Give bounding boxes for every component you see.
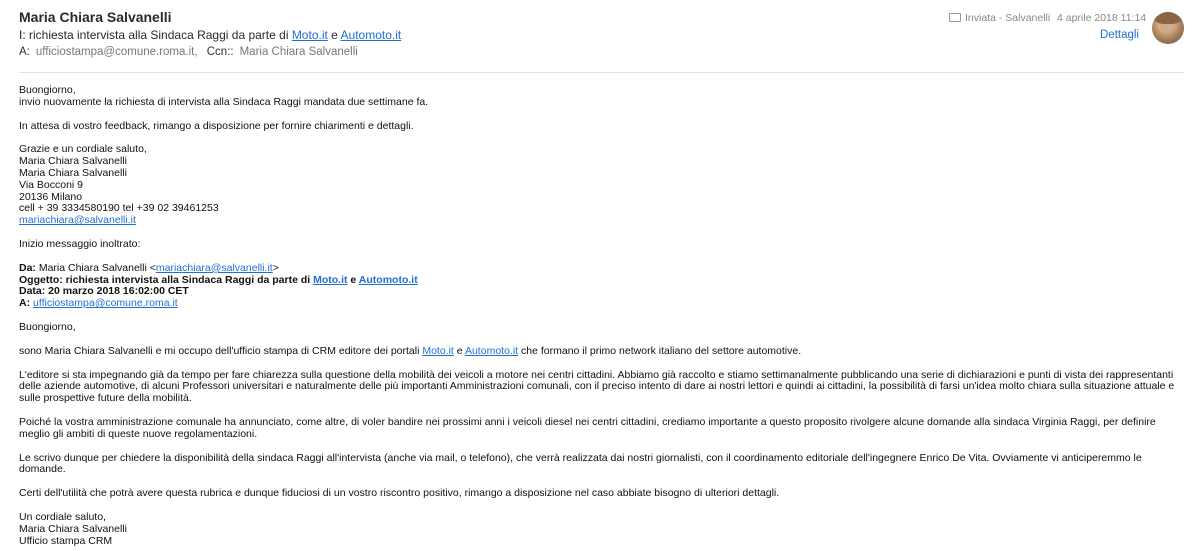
recipients-line — [19, 46, 358, 58]
forward-from-email-link[interactable]: mariachiara@salvanelli.it — [155, 261, 273, 274]
to-label: A: — [19, 46, 30, 58]
forward-subject-label: Oggetto: — [19, 273, 63, 286]
closing-line: Maria Chiara Salvanelli — [19, 522, 127, 535]
closing-line: Un cordiale saluto, — [19, 510, 106, 523]
subject-and: e — [327, 28, 341, 42]
forward-subject-link-automoto[interactable]: Automoto.it — [358, 273, 418, 286]
signature-email-link[interactable]: mariachiara@salvanelli.it — [19, 214, 136, 227]
subject-link-automoto[interactable]: Automoto.it — [340, 28, 402, 42]
sender-avatar — [1152, 12, 1184, 44]
paragraph-3: Poiché la vostra amministrazione comunale ha annunciato, come altre, di voler bandire nei prossimi anni i veicoli diesel nei centri cittadini, crediamo importante a questo proposito rivolgere alcune domande alla sindaca Virginia Raggi, per definire meglio gli ambiti di queste nuove regolamentazioni. — [19, 415, 1156, 440]
forward-subject — [19, 275, 1179, 287]
greeting-2: Buongiorno, — [19, 320, 76, 333]
paragraph-4: Le scrivo dunque per chiedere la disponibilità della sindaca Raggi all'intervista (anche via mail, o telefono), che verrà realizzata dai nostri giornalisti, con il coordinamento editoriale dell'ingegnere Enrico De Vita. Ovviamente vi anticiperemmo le domande. — [19, 451, 1142, 476]
signature-line: 20136 Milano — [19, 190, 83, 203]
sender-name: Maria Chiara Salvanelli — [19, 9, 172, 25]
forward-intro: Inizio messaggio inoltrato: — [19, 237, 141, 250]
to-recipient[interactable]: ufficiostampa@comune.roma.it, — [35, 46, 198, 58]
signature-line: Via Bocconi 9 — [19, 178, 84, 191]
forward-subject-link-moto[interactable]: Moto.it — [313, 273, 348, 286]
forward-subject-text: richiesta intervista alla Sindaca Raggi da parte di — [62, 273, 314, 286]
paragraph-1-link-moto[interactable]: Moto.it — [422, 344, 454, 357]
paragraph-1-end: che formano il primo network italiano del settore automotive. — [518, 344, 802, 357]
signature-line: Grazie e un cordiale saluto, — [19, 143, 147, 156]
body-line-1: invio nuovamente la richiesta di intervista alla Sindaca Raggi mandata due settimane fa. — [19, 95, 429, 108]
forward-to — [19, 298, 1179, 310]
forward-from-label: Da: — [19, 261, 36, 274]
forward-date-label: Data: — [19, 285, 46, 298]
greeting: Buongiorno, — [19, 84, 76, 96]
paragraph-1-text: sono Maria Chiara Salvanelli e mi occupo dell'ufficio stampa di CRM editore dei portali — [19, 344, 423, 357]
paragraph-5: Certi dell'utilità che potrà avere questa rubrica e dunque fiduciosi di un vostro riscontro positivo, rimango a disposizione nel caso abbiate bisogno di ulteriori dettagli. — [19, 487, 780, 500]
details-link[interactable]: Dettagli — [1100, 29, 1139, 41]
forward-date-value: 20 marzo 2018 16:02:00 CET — [45, 285, 189, 298]
subject-text: I: richiesta intervista alla Sindaca Raggi da parte di — [19, 28, 292, 42]
subject-line — [19, 28, 401, 42]
folder-icon — [949, 13, 961, 22]
mailbox-indicator[interactable] — [949, 12, 1050, 24]
forward-to-email-link[interactable]: ufficiostampa@comune.roma.it — [33, 297, 178, 310]
forward-date — [19, 286, 1179, 298]
mailbox-label: Inviata - Salvanelli — [965, 12, 1051, 24]
bcc-recipient[interactable]: Maria Chiara Salvanelli — [239, 46, 358, 58]
forward-from-name: Maria Chiara Salvanelli < — [35, 261, 156, 274]
body-line-2: In attesa di vostro feedback, rimango a disposizione per fornire chiarimenti e dettagli. — [19, 119, 414, 132]
signature-line: Maria Chiara Salvanelli — [19, 166, 127, 179]
paragraph-1-and: e — [453, 344, 465, 357]
bcc-label: Ccn:: — [206, 46, 234, 58]
paragraph-1 — [19, 346, 1179, 358]
subject-link-moto[interactable]: Moto.it — [291, 28, 328, 42]
forward-subject-and: e — [347, 273, 359, 286]
closing-line: Ufficio stampa CRM — [19, 534, 113, 547]
paragraph-1-link-automoto[interactable]: Automoto.it — [464, 344, 519, 357]
avatar-hair — [1154, 12, 1182, 24]
forward-to-label: A: — [19, 297, 31, 310]
header-divider — [19, 72, 1184, 73]
signature-line: cell + 39 3334580190 tel +39 02 39461253 — [19, 202, 219, 215]
signature-line: Maria Chiara Salvanelli — [19, 155, 127, 168]
message-body — [19, 85, 1179, 547]
message-date: 4 aprile 2018 11:14 — [1057, 12, 1147, 24]
forward-from-close: > — [272, 261, 279, 274]
paragraph-2: L'editore si sta impegnando già da tempo per fare chiarezza sulla questione della mobilità dei veicoli a motore nei centri cittadini. Abbiamo già raccolto e stiamo settimanalmente pubblicando una serie di dichiarazioni e punti di vista dei rappresentanti delle aziende automotive, di alcuni Professori universitari e naturalmente delle più importanti Amministrazioni comunali, con il preciso intento di dare ai nostri lettori e quindi ai cittadini, la possibilità di farsi un'idea molto chiara sulla situazione attuale e sulle prospettive future della mobilità. — [19, 368, 1175, 405]
